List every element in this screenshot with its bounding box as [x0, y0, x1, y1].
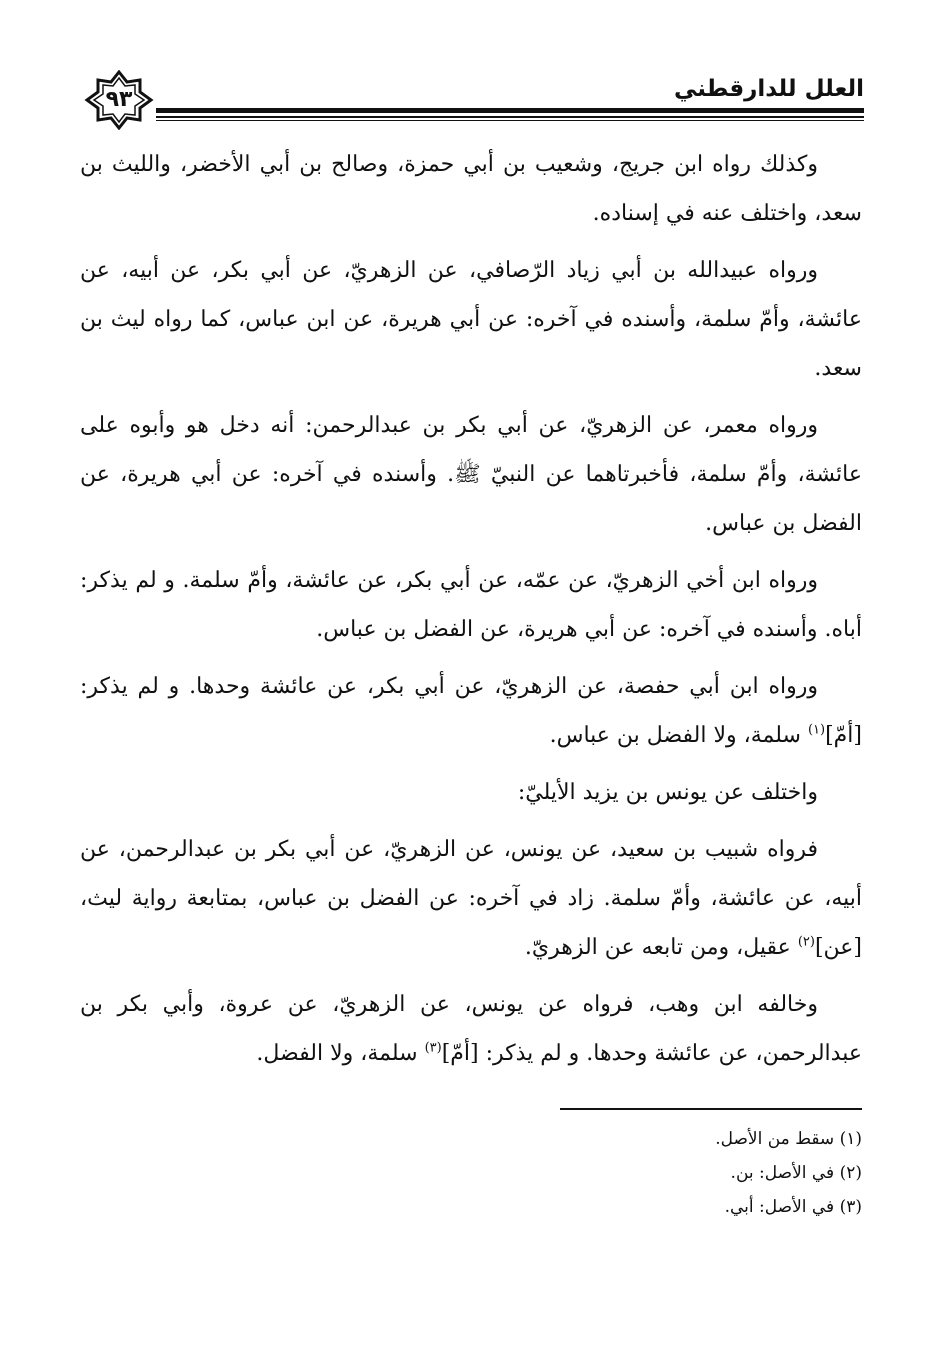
paragraph — [80, 662, 862, 760]
paragraph-text: وخالفه ابن وهب، فرواه عن يونس، عن الزهريّ، عن عروة، وأبي بكر بن عبدالرحمن، عن عائشة وحدها. و لم يذكر: [أمّ] — [80, 992, 862, 1066]
footnote-ref[interactable]: (٣) — [424, 1040, 442, 1056]
main-text — [80, 140, 862, 1086]
paragraph: وكذلك رواه ابن جريج، وشعيب بن أبي حمزة، وصالح بن أبي الأخضر، والليث بن سعد، واختلف عنه في إسناده. — [80, 152, 862, 226]
book-title: العلل للدارقطني — [668, 76, 864, 102]
footnote-ref[interactable]: (٢) — [797, 934, 815, 950]
paragraph-text: ورواه ابن أبي حفصة، عن الزهريّ، عن أبي بكر، عن عائشة وحدها. و لم يذكر: [أمّ] — [80, 674, 862, 748]
paragraph — [80, 825, 862, 972]
paragraph-text: سلمة، ولا الفضل بن عباس. — [549, 723, 808, 748]
footnote: (١) سقط من الأصل. — [715, 1129, 862, 1149]
footnotes — [500, 1122, 862, 1224]
paragraph-text: عقيل، ومن تابعه عن الزهريّ. — [524, 935, 798, 960]
footnote-ref[interactable]: (١) — [807, 722, 826, 738]
page-header — [84, 70, 864, 130]
paragraph: ورواه معمر، عن الزهريّ، عن أبي بكر بن عبدالرحمن: أنه دخل هو وأبوه على عائشة، وأمّ سلمة، فأخبرتاهما عن النبيّ ﷺ. وأسنده في آخره: عن أبي هريرة، عن الفضل بن عباس. — [80, 413, 862, 536]
footnote: (٢) في الأصل: بن. — [730, 1163, 862, 1183]
paragraph-text: فرواه شبيب بن سعيد، عن يونس، عن الزهريّ، عن أبي بكر بن عبدالرحمن، عن أبيه، عن عائشة، وأمّ سلمة. زاد في آخره: عن الفضل بن عباس، بمتابعة رواية ليث، [عن] — [80, 837, 862, 960]
paragraph: ورواه ابن أخي الزهريّ، عن عمّه، عن أبي بكر، عن عائشة، وأمّ سلمة. و لم يذكر: أباه. وأسنده في آخره: عن أبي هريرة، عن الفضل بن عباس. — [80, 568, 862, 642]
header-rule — [156, 108, 864, 122]
page-number: ٩٣ — [105, 87, 133, 112]
paragraph: ورواه عبيدالله بن أبي زياد الرّصافي، عن الزهريّ، عن أبي بكر، عن أبيه، عن عائشة، وأمّ سلمة، وأسنده في آخره: عن أبي هريرة، عن ابن عباس، كما رواه ليث بن سعد. — [80, 258, 862, 381]
footnote-divider — [560, 1108, 862, 1110]
paragraph — [80, 980, 862, 1078]
paragraph: واختلف عن يونس بن يزيد الأيليّ: — [517, 780, 818, 805]
footnote: (٣) في الأصل: أبي. — [724, 1197, 862, 1217]
page-number-badge — [84, 70, 154, 130]
paragraph-text: سلمة، ولا الفضل. — [256, 1041, 425, 1066]
